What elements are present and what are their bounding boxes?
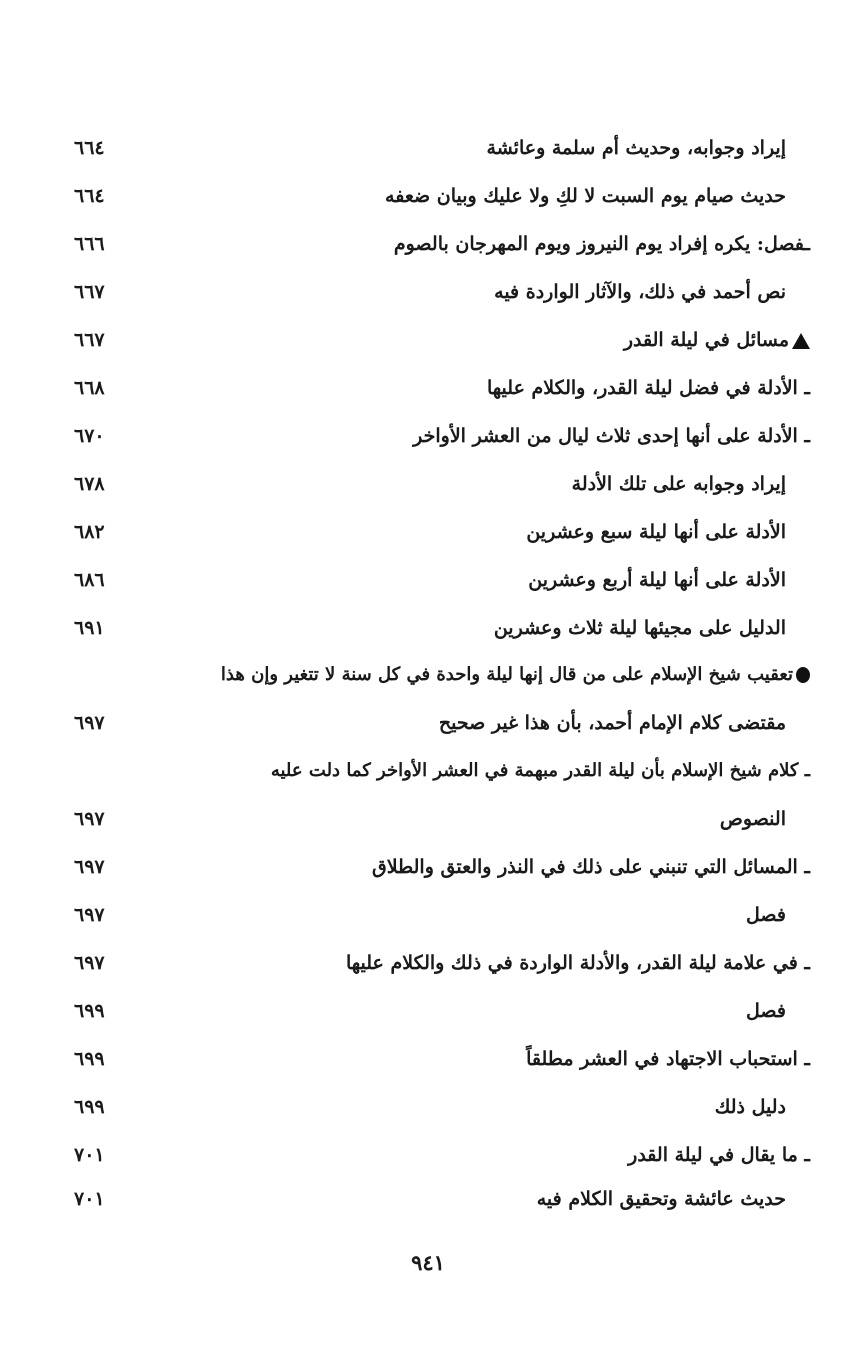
- toc-row: [60, 660, 810, 700]
- toc-page-number: ٧٠١: [74, 1144, 105, 1166]
- toc-entry-text: تعقيب شيخ الإسلام على من قال إنها ليلة واحدة في كل سنة لا تتغير وإن هذا: [220, 664, 793, 685]
- toc-entry-text: الأدلة على أنها ليلة أربع وعشرين: [528, 569, 786, 591]
- toc-entry-text: ـ ما يقال في ليلة القدر: [628, 1144, 810, 1166]
- toc-row: [60, 421, 810, 461]
- triangle-icon: [792, 333, 810, 349]
- toc-entry-text: نص أحمد في ذلك، والآثار الواردة فيه: [494, 281, 786, 303]
- toc-row: [60, 1184, 810, 1224]
- toc-row: [60, 708, 810, 748]
- toc-entry-text: دليل ذلك: [714, 1096, 786, 1118]
- toc-row: [60, 948, 810, 988]
- toc-row: [60, 756, 810, 796]
- toc-row: [60, 229, 810, 269]
- toc-page-number: ٦٦٧: [74, 281, 105, 303]
- toc-entry-text: ـ المسائل التي تنبني على ذلك في النذر والعتق والطلاق: [371, 856, 810, 878]
- toc-page-number: ٦٩١: [74, 617, 105, 639]
- toc-section-heading: [221, 660, 810, 690]
- toc-page-number: ٦٩٩: [74, 1096, 105, 1118]
- toc-entry-text: حديث عائشة وتحقيق الكلام فيه: [536, 1188, 786, 1210]
- toc-page-number: ٦٩٧: [74, 712, 105, 734]
- toc-row: [60, 900, 810, 940]
- toc-entry-text: حديث صيام يوم السبت لا لكِ ولا عليك وبيان ضعفه: [385, 185, 786, 207]
- toc-entry-text: إيراد وجوابه، وحديث أم سلمة وعائشة: [486, 137, 786, 159]
- toc-page-number: ٦٩٧: [74, 952, 105, 974]
- toc-row: [60, 1092, 810, 1132]
- toc-row: [60, 277, 810, 317]
- bullet-dot-icon: [796, 667, 810, 683]
- toc-entry-text: فصل: [746, 1000, 786, 1022]
- toc-entry-text: إيراد وجوابه على تلك الأدلة: [571, 473, 786, 495]
- toc-page-number: ٦٨٦: [74, 569, 105, 591]
- toc-page-number: ٦٩٧: [74, 856, 105, 878]
- toc-row: [60, 325, 810, 365]
- toc-row: [60, 852, 810, 892]
- toc-page-number: ٦٦٦: [74, 233, 105, 255]
- toc-row: [60, 181, 810, 221]
- toc-page-number: ٦٧٠: [74, 425, 105, 447]
- toc-row: [60, 517, 810, 557]
- toc-section-heading: [624, 325, 810, 355]
- toc-row: [60, 613, 810, 653]
- toc-entry-text: الدليل على مجيئها ليلة ثلاث وعشرين: [493, 617, 786, 639]
- toc-entry-text: مقتضى كلام الإمام أحمد، بأن هذا غير صحيح: [438, 712, 786, 734]
- toc-page-number: ٦٦٧: [74, 329, 105, 351]
- toc-entry-text: مسائل في ليلة القدر: [623, 329, 789, 351]
- toc-row: [60, 565, 810, 605]
- toc-page-number: ٦٦٨: [74, 377, 105, 399]
- toc-page-number: ٦٩٧: [74, 808, 105, 830]
- toc-page-number: ٦٦٤: [74, 185, 105, 207]
- toc-row: [60, 133, 810, 173]
- toc-entry-text: ـ كلام شيخ الإسلام بأن ليلة القدر مبهمة في العشر الأواخر كما دلت عليه: [270, 760, 810, 781]
- toc-page-number: ٦٩٩: [74, 1000, 105, 1022]
- toc-entry-text: ـ استحباب الاجتهاد في العشر مطلقاً: [526, 1048, 810, 1070]
- toc-row: [60, 804, 810, 844]
- toc-page-number: ٦٦٤: [74, 137, 105, 159]
- toc-entry-text: ـ الأدلة في فضل ليلة القدر، والكلام عليها: [487, 377, 810, 399]
- toc-entry-text: فصل: [746, 904, 786, 926]
- toc-page-number: ٦٩٧: [74, 904, 105, 926]
- toc-page-number: ٦٩٩: [74, 1048, 105, 1070]
- toc-row: [60, 1140, 810, 1180]
- toc-entry-text: ـ في علامة ليلة القدر، والأدلة الواردة في ذلك والكلام عليها: [345, 952, 810, 974]
- toc-entry-text: ـفصل: يكره إفراد يوم النيروز ويوم المهرجان بالصوم: [393, 233, 810, 255]
- toc-page-number: ٦٧٨: [74, 473, 105, 495]
- toc-entry-text: الأدلة على أنها ليلة سبع وعشرين: [526, 521, 786, 543]
- toc-row: [60, 469, 810, 509]
- toc-row: [60, 996, 810, 1036]
- toc-row: [60, 1044, 810, 1084]
- page-footer-number: ٩٤١: [411, 1250, 445, 1275]
- toc-entry-text: ـ الأدلة على أنها إحدى ثلاث ليال من العشر الأواخر: [413, 425, 810, 447]
- toc-page-number: ٦٨٢: [74, 521, 105, 543]
- toc-entry-text: النصوص: [719, 808, 786, 830]
- toc-row: [60, 373, 810, 413]
- toc-page-number: ٧٠١: [74, 1188, 105, 1210]
